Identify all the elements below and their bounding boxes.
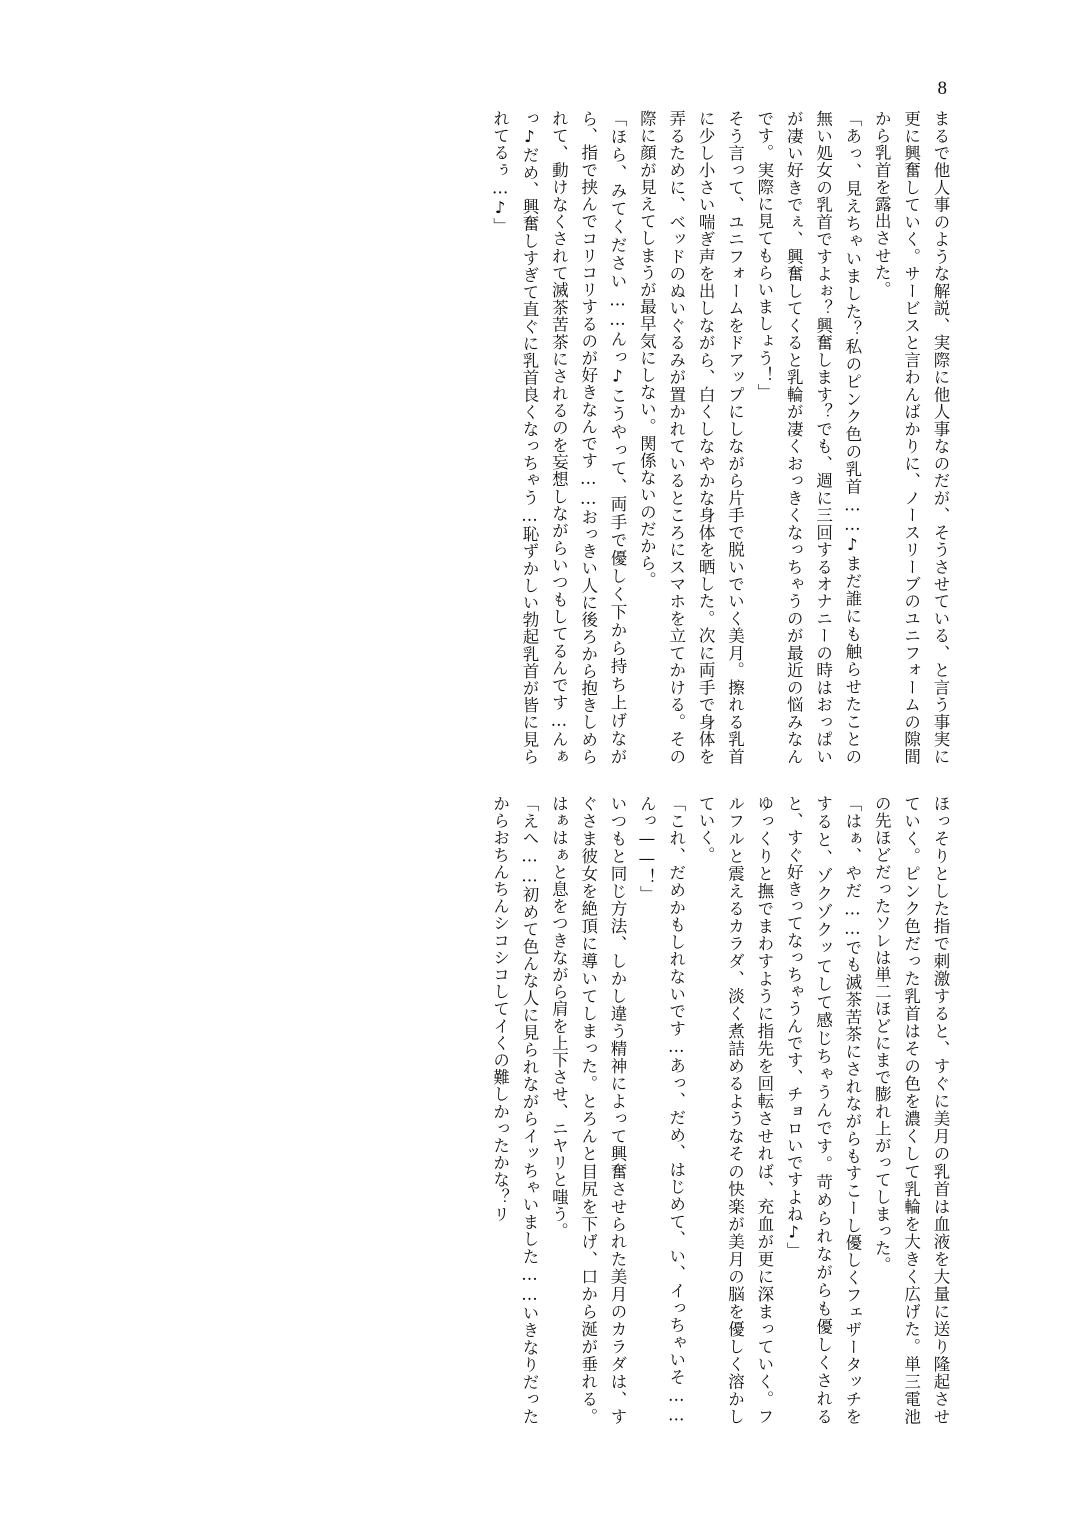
paragraph: 「はぁ、やだ……でも滅茶苦茶にされながらもすこーし優しくフェザータッチをすると、ゾクゾクッてして感じちゃうんです。苛められながらも優しくされると、すぐ好きってなっちゃうんです、チョロいですよね♪」 [784,795,862,1425]
paragraph: ほっそりとした指で刺激すると、すぐに美月の乳首は血液を大量に送り隆起させていく。ピンク色だった乳首はその色を濃くして乳輪を大きく広げた。単三電池の先ほどだったソレは単二ほどにまで膨れ上がってしまった。 [872,795,950,1425]
paragraph: いつもと同じ方法、しかし違う精神によって興奮させられた美月のカラダは、すぐさま彼女を絶頂に導いてしまった。とろんと目尻を下げ、口から涎が垂れる。はぁはぁと息をつきながら肩を上下させ、ニヤリと嗤う。 [549,795,628,1425]
paragraph: 「あっ、見えちゃいました？私のピンク色の乳首……♪まだ誰にも触らせたことの無い処女の乳首ですよぉ？興奮します？でも、週に三回するオナニーの時はおっぱいが凄い好きでぇ、興奮してくると乳輪が凄くおっきくなっちゃうのが最近の悩みなんです。実際に見てもらいましょう！」 [754,110,862,765]
paragraph: 「ほら、みてください……んっ♪こうやって、両手で優しく下から持ち上げながら、指で挟んでコリコリするのが好きなんです……おっきい人に後ろから抱きしめられて、動けなくされて滅茶苦茶にされるのを妄想しながらいつもしてるんです…んぁっ♪だめ、興奮しすぎて直ぐに乳首良くなっちゃう…恥ずかしい勃起乳首が皆に見られてるぅ…♪」 [490,110,628,765]
paragraph: ゆっくりと撫でまわすように指先を回転させれば、充血が更に深まっていく。フルフルと震えるカラダ、淡く煮詰めるようなその快楽が美月の脳を優しく溶かしていく。 [696,795,774,1425]
body-text-upper [135,110,955,765]
paragraph: 「これ、だめかもしれないです…あっ、だめ、はじめて、い、イっちゃいそ……んっ——！」 [637,795,686,1425]
paragraph: そう言って、ユニフォームをドアップにしながら片手で脱いでいく美月。擦れる乳首に少し小さい喘ぎ声を出しながら、白くしなやかな身体を晒した。次に両手で身体を弄るために、ベッドのぬいぐるみが置かれているところにスマホを立てかける。その際に顔が見えてしまうが最早気にしない。関係ないのだから。 [637,110,745,765]
page-number: 8 [937,78,947,99]
body-text-lower [165,795,955,1425]
paragraph: まるで他人事のような解説、実際に他人事なのだが、そうさせている、と言う事実に更に興奮していく。サービスと言わんばかりに、ノースリーブのユニフォームの隙間から乳首を露出させた。 [872,110,950,765]
paragraph: 「えへ……初めて色んな人に見られながらイッちゃいました……いきなりだったからおちんちんシコシコしてイくの難しかったかな？リ [490,795,539,1425]
